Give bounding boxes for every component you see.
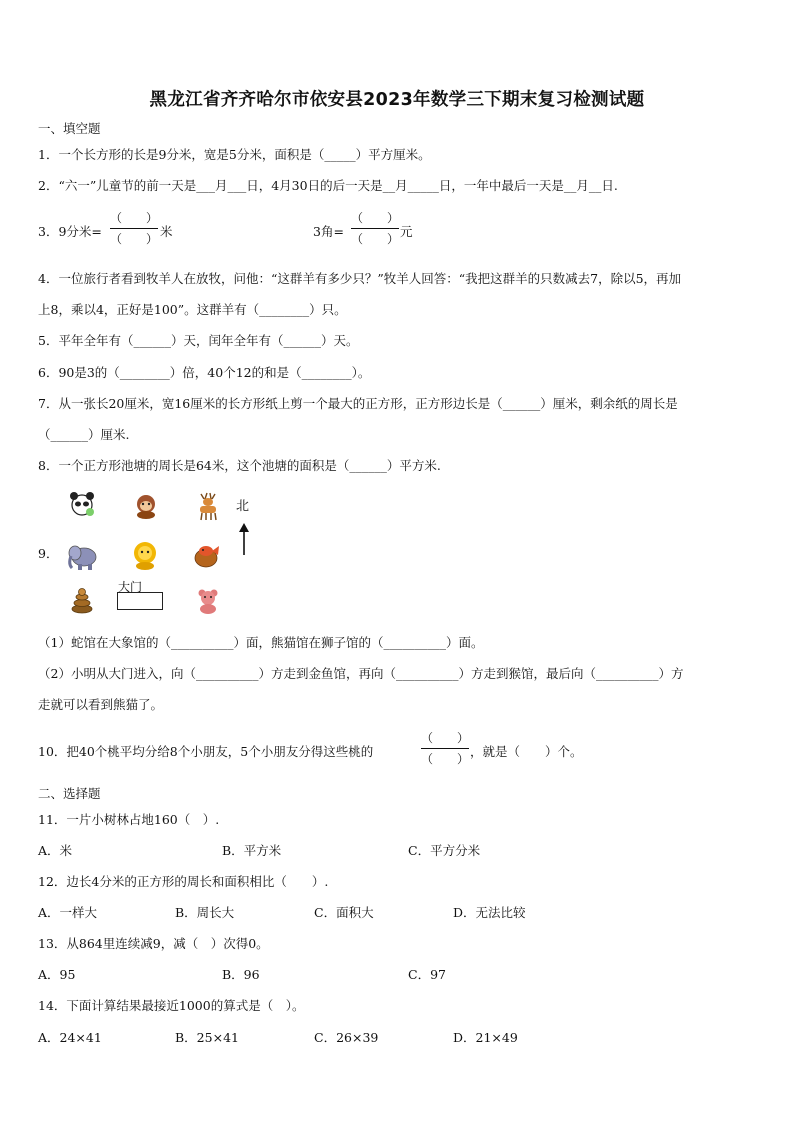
goldfish-icon: [192, 541, 222, 571]
q11-option-b: B．平方米: [222, 843, 282, 858]
q14-option-a: A．24×41: [38, 1030, 102, 1045]
q10-prefix: 10．把40个桃平均分给8个小朋友，5个小朋友分得这些桃的: [38, 744, 374, 759]
question-4-line-1: 4．一位旅行者看到牧羊人在放牧，问他：“这群羊有多少只？”牧羊人回答：“我把这群羊的只数减去7，除以5，再加: [38, 271, 682, 286]
q13-option-c: C．97: [408, 967, 446, 982]
question-8: 8．一个正方形池塘的周长是64米，这个池塘的面积是（______）平方米.: [38, 458, 441, 473]
question-7-line-2: （______）厘米.: [38, 427, 130, 442]
q12-option-a: A．一样大: [38, 905, 98, 920]
question-12: 12．边长4分米的正方形的周长和面积相比（ ）.: [38, 874, 329, 889]
q10-suffix: ，就是（ ）个。: [470, 744, 583, 759]
q3-a-prefix: 3．9分米=: [38, 224, 102, 239]
q14-option-b: B．25×41: [175, 1030, 239, 1045]
q3-a-numerator: （ ）: [110, 211, 159, 225]
q3-b-fraction: [351, 210, 399, 247]
bear-icon: [194, 587, 222, 615]
q12-option-b: B．周长大: [175, 905, 235, 920]
q11-option-c: C．平方分米: [408, 843, 481, 858]
question-11: 11．一片小树林占地160（ ）.: [38, 812, 220, 827]
q10-fraction: [421, 730, 469, 767]
question-9-sub-2-line-1: （2）小明从大门进入，向（__________）方走到金鱼馆，再向（__________）方走到猴馆，最后向（__________）方: [38, 666, 684, 681]
q10-numerator: （ ）: [421, 731, 470, 745]
q3-b-unit: 元: [400, 224, 413, 239]
question-13: 13．从864里连续减9，减（ ）次得0。: [38, 936, 269, 951]
question-9-sub-1: （1）蛇馆在大象馆的（__________）面，熊猫馆在狮子馆的（__________）面。: [38, 635, 484, 650]
elephant-icon: [66, 540, 100, 572]
q3-a-fraction: [110, 210, 158, 247]
q3-b-prefix: 3角=: [313, 224, 344, 239]
q10-denominator: （ ）: [421, 752, 470, 766]
question-7-line-1: 7．从一张长20厘米，宽16厘米的长方形纸上剪一个最大的正方形，正方形边长是（______）厘米，剩余纸的周长是: [38, 396, 678, 411]
north-label: 北: [236, 499, 250, 514]
q13-option-a: A．95: [38, 967, 76, 982]
question-9-sub-2-line-2: 走就可以看到熊猫了。: [38, 697, 164, 712]
lion-icon: [130, 540, 160, 572]
q3-b-numerator: （ ）: [351, 211, 400, 225]
question-2: 2．“六一”儿童节的前一天是___月___日，4月30日的后一天是__月_____日，一年中最后一天是__月__日.: [38, 178, 618, 193]
question-14: 14．下面计算结果最接近1000的算式是（ ）。: [38, 998, 305, 1013]
q3-a-unit: 米: [160, 224, 173, 239]
q14-option-d: D．21×49: [453, 1030, 518, 1045]
gate-label: 大门: [118, 580, 143, 594]
q14-option-c: C．26×39: [314, 1030, 379, 1045]
question-1: 1．一个长方形的长是9分米，宽是5分米，面积是（_____）平方厘米。: [38, 147, 431, 162]
snake-icon: [68, 587, 96, 615]
fraction-bar: [421, 748, 469, 749]
section-fill-blank-heading: 一、填空题: [38, 121, 101, 136]
question-5: 5．平年全年有（______）天，闰年全年有（______）天。: [38, 333, 359, 348]
fraction-bar: [110, 228, 158, 229]
q9-number: 9．: [38, 546, 59, 561]
monkey-icon: [132, 492, 160, 520]
question-4-line-2: 上8，乘以4，正好是100”。这群羊有（________）只。: [38, 302, 347, 317]
q3-b-denominator: （ ）: [351, 232, 400, 246]
q13-option-b: B．96: [222, 967, 260, 982]
page-title: 黑龙江省齐齐哈尔市依安县2023年数学三下期末复习检测试题: [149, 90, 645, 110]
deer-icon: [193, 490, 223, 522]
question-6: 6．90是3的（________）倍，40个12的和是（________）。: [38, 365, 371, 380]
panda-icon: [68, 490, 96, 518]
q12-option-d: D．无法比较: [453, 905, 526, 920]
q11-option-a: A．米: [38, 843, 73, 858]
q12-option-c: C．面积大: [314, 905, 374, 920]
q3-a-denominator: （ ）: [110, 232, 159, 246]
fraction-bar: [351, 228, 399, 229]
gate-box: [117, 592, 163, 610]
section-multiple-choice-heading: 二、选择题: [38, 786, 101, 801]
north-arrow-icon: [238, 522, 250, 556]
